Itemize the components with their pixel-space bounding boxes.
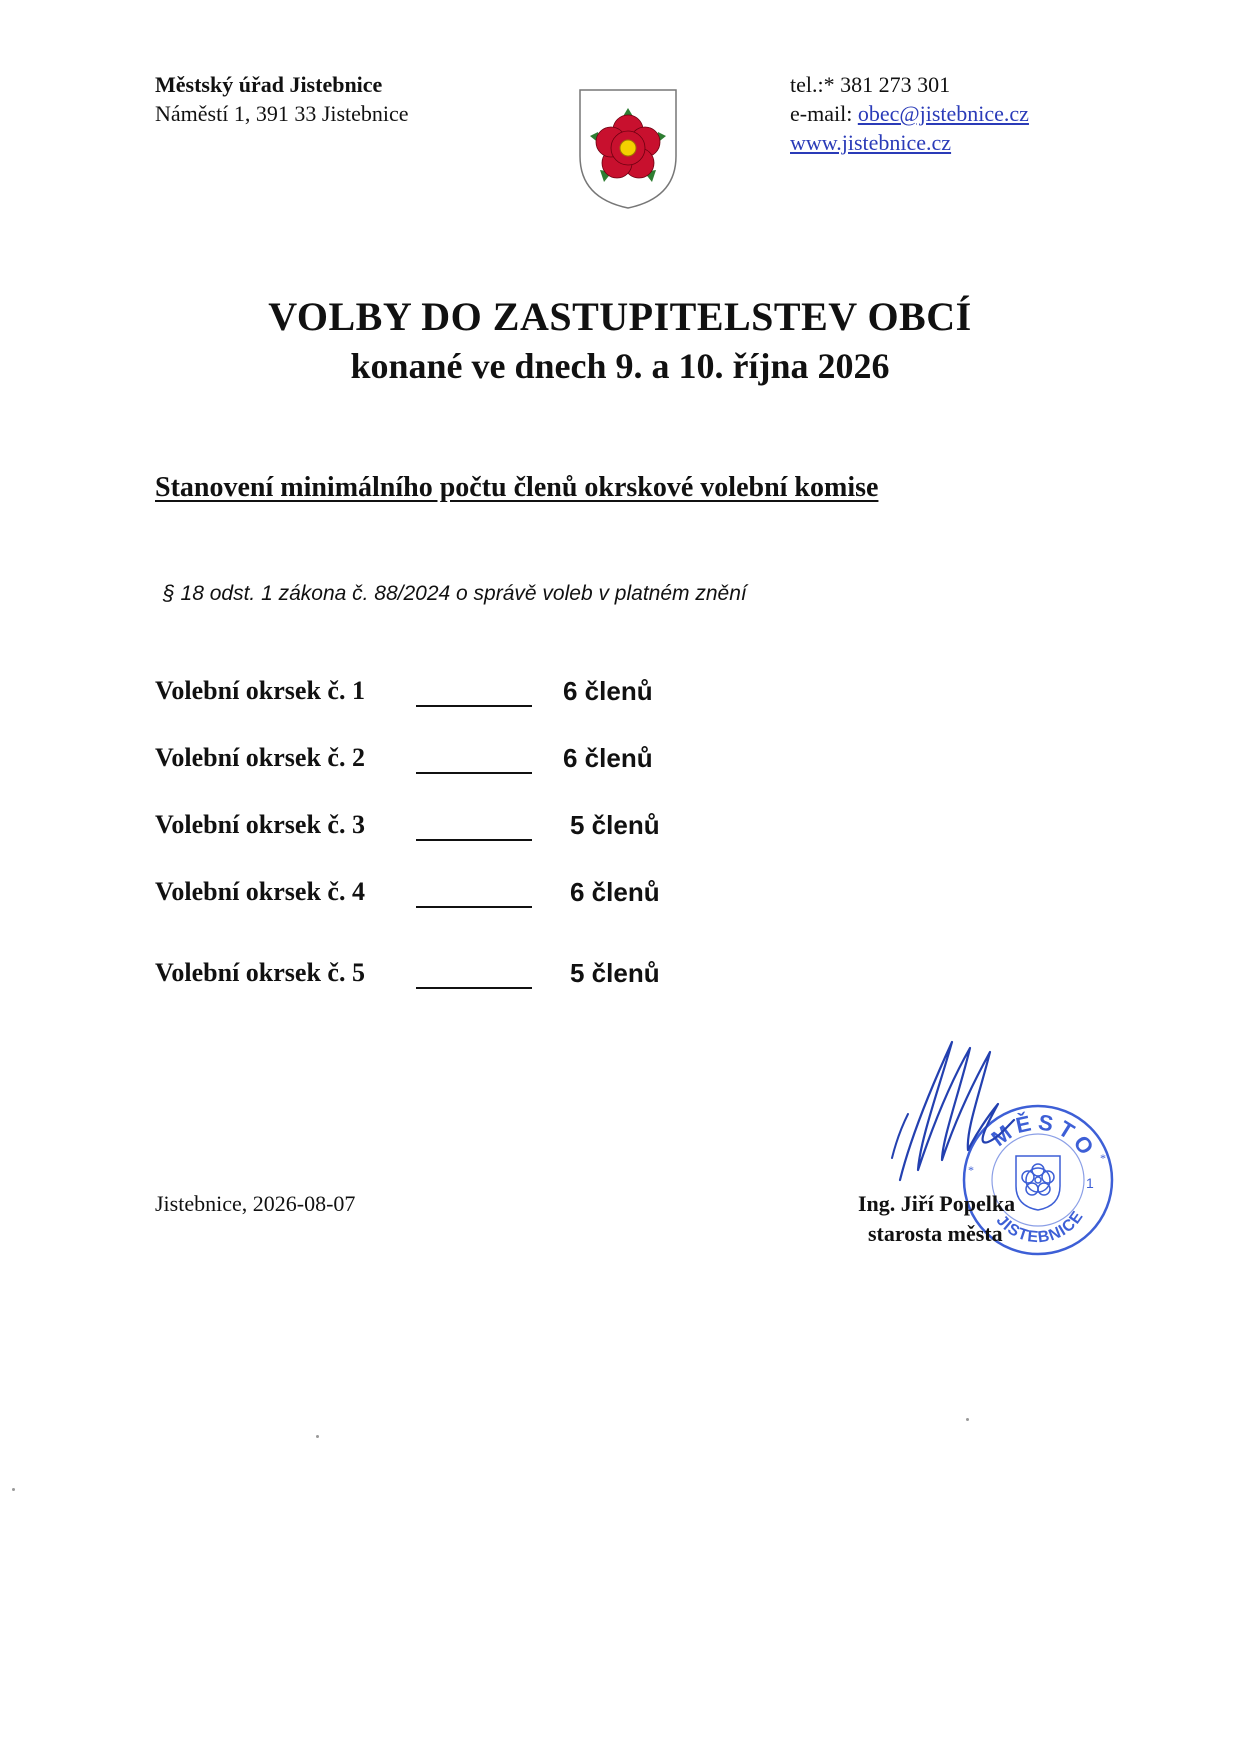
phone-number: tel.:* 381 273 301 — [790, 72, 951, 97]
district-members: 6 členů — [570, 877, 660, 907]
district-label: Volební okrsek č. 4 — [155, 877, 365, 906]
district-members: 6 členů — [563, 743, 653, 773]
signer-name: Ing. Jiří Popelka — [858, 1191, 1016, 1216]
district-label: Volební okrsek č. 5 — [155, 958, 365, 987]
stamp-text-top: MĚSTO — [986, 1109, 1102, 1164]
website-line — [790, 130, 951, 156]
district-label: Volební okrsek č. 3 — [155, 810, 365, 839]
coat-of-arms-icon — [576, 86, 680, 212]
district-label: Volební okrsek č. 2 — [155, 743, 365, 772]
district-fill-line — [416, 772, 532, 774]
email-link[interactable]: obec@jistebnice.cz — [857, 101, 1029, 126]
district-members: 6 členů — [563, 676, 653, 706]
document-title-dates: konané ve dnech 9. a 10. října 2026 — [350, 346, 890, 386]
email-line — [790, 101, 1029, 127]
email-label: e-mail: — [790, 101, 858, 126]
district-fill-line — [416, 987, 532, 989]
place-and-date: Jistebnice, 2026-08-07 — [155, 1191, 356, 1216]
document-subtitle: Stanovení minimálního počtu členů okrskové volební komise — [155, 472, 879, 503]
document-title: VOLBY DO ZASTUPITELSTEV OBCÍ — [268, 294, 972, 339]
scan-speck — [12, 1488, 15, 1491]
scan-speck — [966, 1418, 969, 1421]
district-fill-line — [416, 839, 532, 841]
district-members: 5 členů — [570, 810, 660, 840]
website-link[interactable]: www.jistebnice.cz — [790, 130, 952, 155]
svg-text:*: * — [1100, 1151, 1106, 1165]
office-name: Městský úřad Jistebnice — [155, 72, 383, 97]
district-fill-line — [416, 906, 532, 908]
district-members: 5 členů — [570, 958, 660, 988]
handwritten-signature-icon — [880, 1030, 1030, 1190]
scan-speck — [316, 1435, 319, 1438]
office-address: Náměstí 1, 391 33 Jistebnice — [155, 101, 409, 126]
signer-title: starosta města — [868, 1221, 1003, 1246]
stamp-number: 1 — [1086, 1175, 1094, 1191]
legal-reference: § 18 odst. 1 zákona č. 88/2024 o správě voleb v platném znění — [163, 582, 747, 605]
district-fill-line — [416, 705, 532, 707]
stamp-text-bottom: JISTEBNICE — [992, 1207, 1088, 1247]
district-label: Volební okrsek č. 1 — [155, 676, 365, 705]
svg-text:*: * — [968, 1163, 974, 1177]
